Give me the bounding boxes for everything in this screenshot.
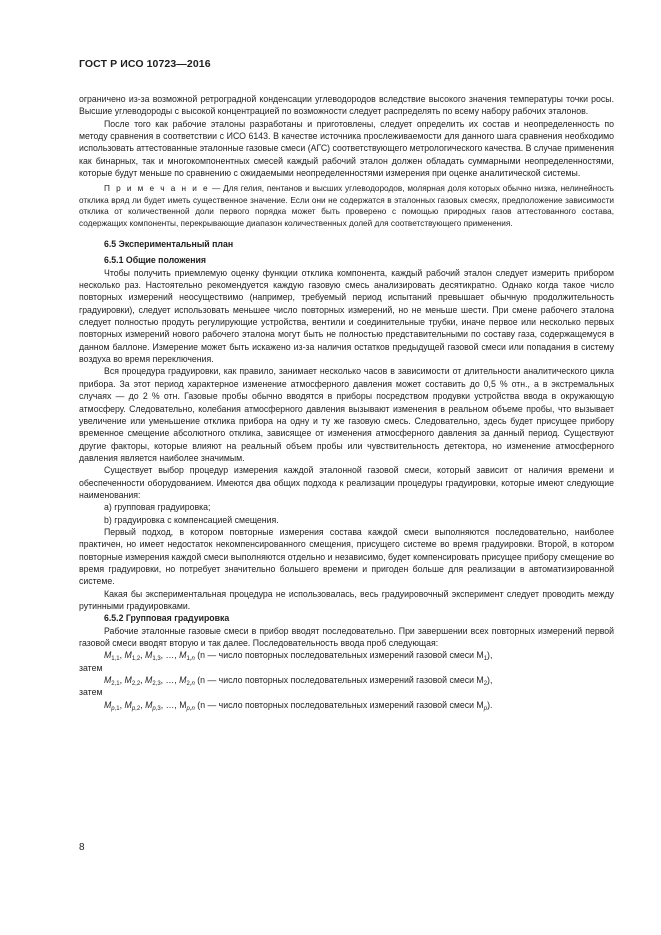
- paragraph-working-standards: После того как рабочие эталоны разработаны и приготовлены, следует определить их состав и неопределенность по методу сравнения в соответствии с ИСО 6143. В качестве источника прослеживаемости для данного шага сравнения необходимо использовать аттестованные эталонные газовые смеси (АГС) соответствующего метрологического качества. В случае применения как бинарных, так и многокомпонентных смесей каждый рабочий эталон должен обладать суммарными неопределенностями, которые будут меньше по сравнению с ожидаемыми неопределенностями измерения при оценке аналитической системы.: [79, 118, 614, 179]
- then-label-1: затем: [79, 662, 103, 673]
- then-label-2: затем: [79, 687, 103, 698]
- note-text: — Для гелия, пентанов и высших углеводородов, молярная доля которых обычно низка, нелинейность отклика вряд ли будет иметь существенное значение. Если они не содержатся в эталонных газовых смесях, предположение зависимости отклика от количественной доли первого порядка может быть проверено с помощью природных газов аттестованного состава, содержащих компоненты, перекрывающие диапазон количественных долей для соответствующего применения.: [79, 184, 614, 228]
- page-number: 8: [79, 842, 85, 853]
- paragraph-approaches: Первый подход, в котором повторные измерения состава каждой смеси выполняются последовательно, наиболее практичен, но имеет недостаток некомпенсированного смещения, присущего системе во время градуировки. Второй, в котором повторные измерения каждой смеси выполняются отдельно и независимо, будет компенсировать присущее прибору смещение во время градуировки, но потребует значительно большего времени и пригоден больше для реализации в автоматизированной системе.: [79, 526, 614, 587]
- paragraph-continuation: ограничено из-за возможной ретроградной конденсации углеводородов вследствие высокого значения температуры точки росы. Высшие углеводороды с высокой концентрацией по возможности следует распределять по всему набору рабочих эталонов.: [79, 94, 614, 117]
- section-title: 6.5 Экспериментальный план: [104, 239, 234, 250]
- paragraph-replicates: Чтобы получить приемлемую оценку функции отклика компонента, каждый рабочий эталон следует измерить прибором несколько раз. Настоятельно рекомендуется каждую газовую смесь анализировать десятикратно. Однако когда такое число повторных измерений неосуществимо (например, требуемый период испытаний превышает обычную продолжительность градуировки), следует использовать меньшее число повторных измерений, но не меньше шести. При смене рабочего эталона следует полностью продуть регулирующие устройства, вентили и соединительные трубки, иначе первое или несколько первых повторных измерений нового рабочего эталона могут быть не полностью представительными по составу газа, содержащемуся в данном баллоне. Измерение может быть искажено из-за наличия остатков предыдущей газовой смеси или попадания в систему воздуха во время переключения.: [79, 267, 614, 365]
- subsection-title-group: 6.5.2 Групповая градуировка: [104, 613, 230, 624]
- subsection-title-general: 6.5.1 Общие положения: [104, 255, 206, 266]
- list-item-a: a) групповая градуировка;: [104, 502, 211, 513]
- paragraph-procedures: Существует выбор процедур измерения каждой эталонной газовой смеси, который зависит от наличия времени и обеспеченности оборудованием. Имеются два общих подхода к реализации процедуры градуировки, которые имеют следующие наименования:: [79, 465, 614, 500]
- paragraph-pressure: Вся процедура градуировки, как правило, занимает несколько часов в зависимости от длительности аналитического цикла прибора. За этот период характерное изменение атмосферного давления может составить до 0,5 % отн., а в экстремальных случаях — до 2 % отн. Газовые пробы обычно вводятся в приборы посредством продувки устройства ввода в окружающую атмосферу. Следовательно, колебания атмосферного давления вызывают изменения в реальном объеме пробы, что вызывает увеличение или уменьшение отклика прибора на одну и ту же газовую смесь. Следовательно, здесь будет присущее прибору временное смещение абсолютного отклика, зависящее от изменения атмосферного давления за данный период. Существуют другие факторы, которые влияют на реальный объем пробы или чувствительность детектора, но изменение атмосферного давления является наиболее значимым.: [79, 366, 614, 463]
- formula-line-2: $M_{2,1}$, $M_{2,2}$, $M_{2,3}$, …, $M_{2,n}$ (n — число повторных последовательных измерений газовой смеси $M_2$),: [104, 675, 493, 688]
- page-body: [79, 93, 614, 711]
- paragraph-sequence: Рабочие эталонные газовые смеси в прибор вводят последовательно. При завершении всех повторных измерений первой газовой смеси вводят вторую и так далее. Последовательность ввода проб следующая:: [79, 625, 614, 649]
- formula-1-text: (n — число повторных последовательных измерений газовой смеси M: [194, 650, 484, 661]
- note: [79, 183, 614, 229]
- paragraph-routine: Какая бы экспериментальная процедура не использовалась, весь градуировочный эксперимент следует проводить между рутинными градуировками.: [79, 588, 614, 611]
- formula-3-text: (n — число повторных последовательных измерений газовой смеси M: [194, 699, 484, 710]
- list-item-b: b) градуировка с компенсацией смещения.: [104, 514, 279, 525]
- note-label: П р и м е ч а н и е: [104, 184, 210, 194]
- document-header: ГОСТ Р ИСО 10723—2016: [79, 58, 211, 70]
- formula-2-text: (n — число повторных последовательных измерений газовой смеси M: [194, 675, 484, 686]
- formula-line-1: $M_{1,1}$, $M_{1,2}$, $M_{1,3}$, …, $M_{1,n}$ (n — число повторных последовательных измерений газовой смеси $M_1$),: [104, 650, 493, 663]
- formula-line-3: $M_{p,1}$, $M_{p,2}$, $M_{p,3}$, …, $M_{p,n}$ (n — число повторных последовательных измерений газовой смеси $M_p$).: [104, 699, 493, 712]
